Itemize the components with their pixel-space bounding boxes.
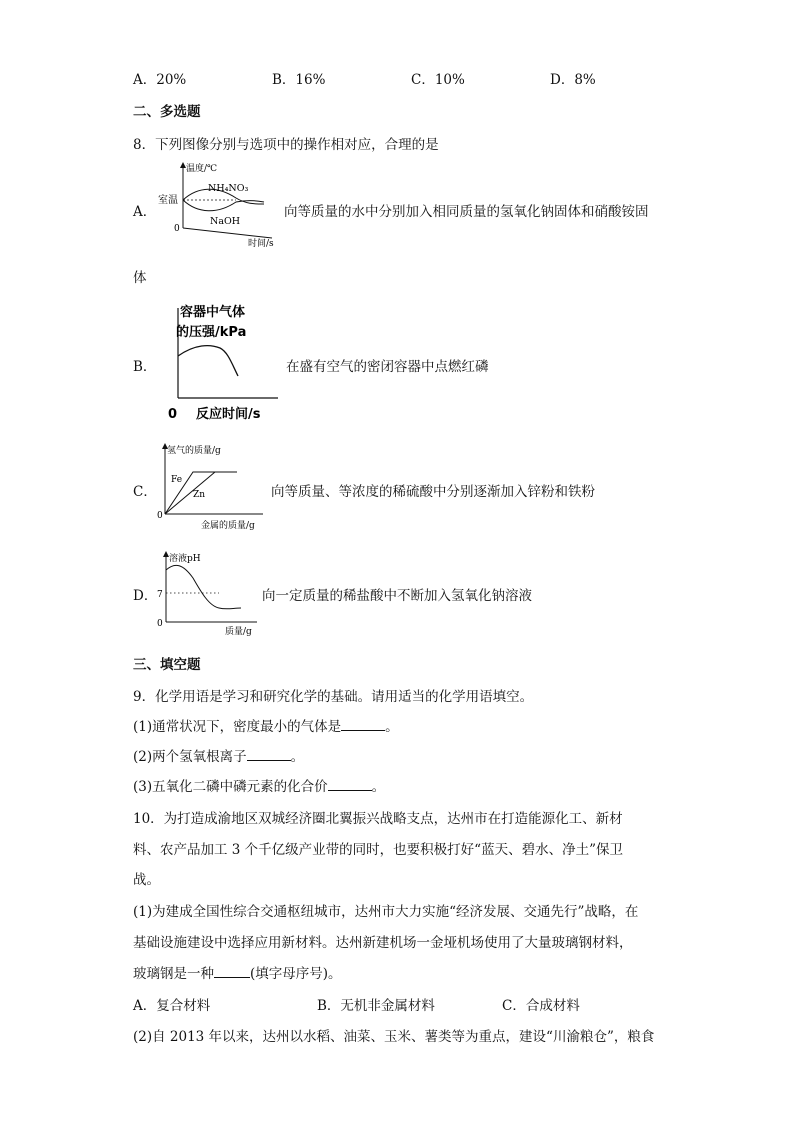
q8-d-letter: D． [133,588,158,604]
q10-line1: 10．为打造成渝地区双城经济圈北翼振兴战略支点，达州市在打造能源化工、新材 [133,811,623,827]
q8-a-desc-line2: 体 [133,270,147,286]
q9-sub2 [133,745,304,765]
q9-sub3 [133,775,385,795]
q7-option-d [550,68,596,88]
q7-option-b [272,68,325,88]
answer-blank[interactable] [341,718,385,731]
choice-letter: C． [502,998,526,1014]
fe-label: Fe [171,475,183,485]
answer-blank[interactable] [214,965,250,978]
q9-sub2-text: (2)两个氢氧根离子 [133,749,247,765]
y-label: 氢气的质量/g [167,446,221,456]
curve-top-label: NH₄NO₃ [208,183,249,194]
y-label: 温度/℃ [186,164,218,174]
q10-sub2-line1: (2)自 2013 年以来，达州以水稻、油菜、玉米、薯类等为重点，建设“川渝粮仓”，粮食 [133,1029,655,1045]
option-text: 10% [434,72,465,88]
option-letter: D． [550,72,575,88]
curve-bottom-label: NaOH [210,216,241,227]
q8-c-desc: 向等质量、等浓度的稀硫酸中分别逐渐加入锌粉和铁粉 [271,484,595,500]
option-text: 8% [574,72,596,88]
q8-d-desc: 向一定质量的稀盐酸中不断加入氢氧化钠溶液 [262,588,532,604]
origin-label: 0 [157,511,163,521]
q8-d-graph [153,548,263,636]
q8-c-graph [153,440,271,532]
q9-sub2-end: 。 [290,749,305,765]
q8-b-letter: B． [133,359,157,375]
q10-choice-b [317,994,435,1014]
room-temp-label: 室温 [158,195,178,206]
x-label: 金属的质量/g [201,521,255,531]
y-label: 溶液pH [169,554,201,564]
pressure-curve [178,346,238,376]
q8-a-graph [158,158,282,248]
q9-sub1-end: 。 [385,719,399,735]
q10-sub1-line3 [133,962,342,982]
option-letter: A． [133,72,157,88]
q10-sub1-line3-end: (填字母序号)。 [250,966,342,982]
q7-option-c [411,68,465,88]
q10-choice-a [133,994,210,1014]
q8-b-desc: 在盛有空气的密闭容器中点燃红磷 [286,359,489,375]
q10-sub1-line3-text: 玻璃钢是一种 [133,966,214,982]
q10-sub1-line2: 基础设施建设中选择应用新材料。达州新建机场一金垭机场使用了大量玻璃钢材料， [133,935,633,951]
origin-label: 0 [174,224,180,234]
q9-sub1-text: (1)通常状况下，密度最小的气体是 [133,719,342,735]
option-text: 20% [156,72,187,88]
x-label: 时间/s [248,239,274,248]
q10-line2: 料、农产品加工 3 个千亿级产业带的同时，也要积极打好“蓝天、碧水、净土”保卫 [133,842,623,858]
option-letter: C． [411,72,435,88]
origin-label: 0 [168,407,178,422]
answer-blank[interactable] [247,748,291,761]
choice-text: 无机非金属材料 [340,998,435,1014]
y-label-line1: 容器中气体 [180,305,246,320]
q8-a-letter: A． [133,204,157,220]
zn-label: Zn [193,490,206,500]
section3-title: 三、填空题 [133,657,201,673]
x-label: 反应时间/s [196,407,261,422]
q9-stem: 9．化学用语是学习和研究化学的基础。请用适当的化学用语填空。 [133,689,534,705]
q7-option-a [133,68,186,88]
ph-curve [166,565,241,609]
x-axis [183,228,272,238]
answer-blank[interactable] [328,778,372,791]
q9-sub1 [133,715,399,735]
section2-title: 二、多选题 [133,104,201,120]
choice-text: 复合材料 [156,998,211,1014]
q10-line3: 战。 [133,872,160,888]
origin-label: 0 [157,619,163,629]
ph7-label: 7 [157,590,163,600]
q9-sub3-end: 。 [371,779,386,795]
option-letter: B． [272,72,296,88]
option-text: 16% [295,72,326,88]
q10-sub1-line1: (1)为建成全国性综合交通枢纽城市，达州市大力实施“经济发展、交通先行”战略，在 [133,904,639,920]
choice-text: 合成材料 [525,998,580,1014]
choice-letter: B． [317,998,341,1014]
q8-stem: 8．下列图像分别与选项中的操作相对应，合理的是 [133,137,439,153]
y-label-line2: 的压强/kPa [176,325,247,340]
curve-lower [183,200,264,211]
q10-choice-c [502,994,580,1014]
choice-letter: A． [133,998,157,1014]
q9-sub3-text: (3)五氧化二磷中磷元素的化合价 [133,779,328,795]
x-label: 质量/g [225,627,252,636]
q8-c-letter: C． [133,484,157,500]
q8-a-desc-line1: 向等质量的水中分别加入相同质量的氢氧化钠固体和硝酸铵固 [284,204,649,220]
q8-b-graph [160,296,284,426]
